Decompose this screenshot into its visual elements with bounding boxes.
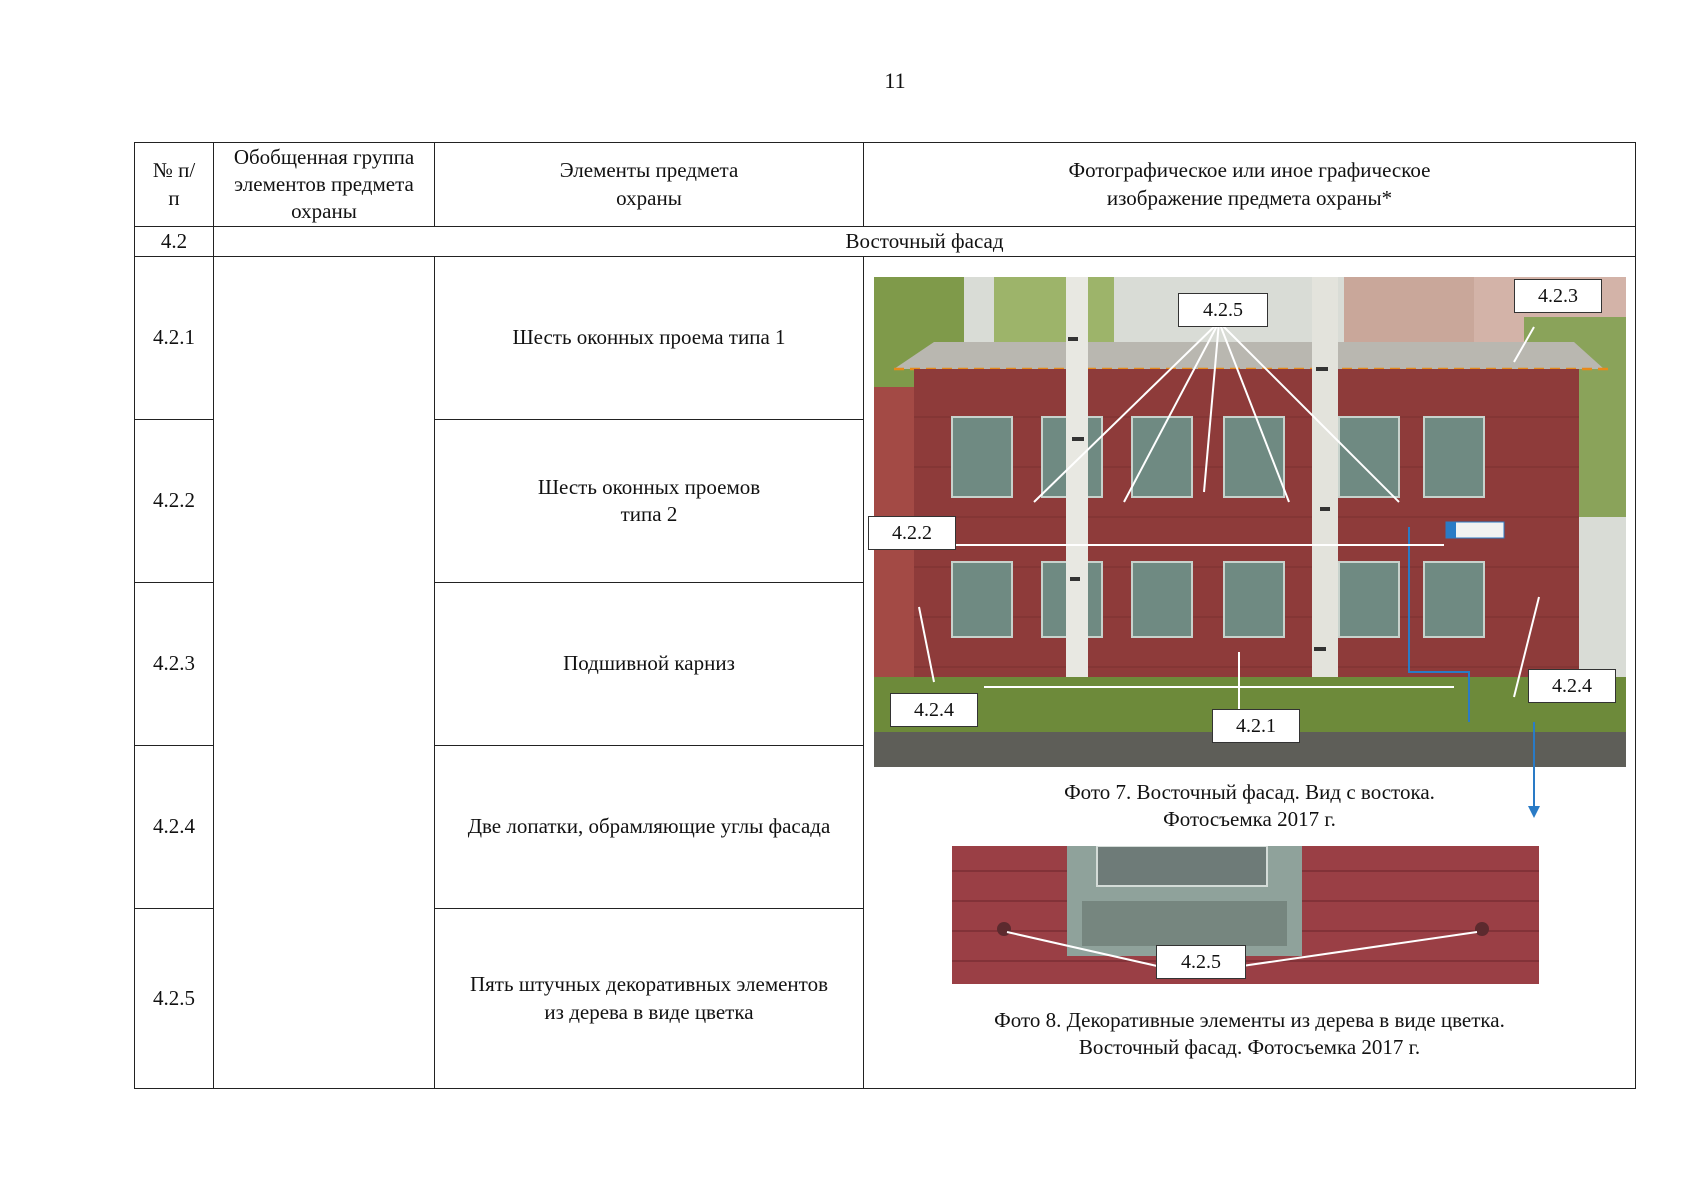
photo-7-east-facade	[874, 277, 1626, 767]
label-4-2-3: 4.2.3	[1514, 279, 1602, 313]
header-elements: Элементы предмета охраны	[435, 143, 864, 227]
row-num: 4.2.2	[135, 420, 214, 583]
photo-7-caption	[864, 779, 1635, 834]
header-num: № п/п	[135, 143, 214, 227]
row-element: Пять штучных декоративных элементов из дерева в виде цветка	[435, 909, 864, 1089]
table-header-row	[135, 143, 1636, 227]
page-number: 11	[884, 68, 906, 93]
row-num: 4.2.4	[135, 746, 214, 909]
photo-cell	[864, 257, 1636, 1089]
photo-8-caption-line2: Восточный фасад. Фотосъемка 2017 г.	[1078, 1035, 1421, 1060]
protection-table	[134, 142, 1636, 1089]
label-4-2-4-left: 4.2.4	[890, 693, 978, 727]
row-element: Две лопатки, обрамляющие углы фасада	[435, 746, 864, 909]
label-4-2-5-top: 4.2.5	[1178, 293, 1268, 327]
label-4-2-4-right: 4.2.4	[1528, 669, 1616, 703]
section-num: 4.2	[135, 227, 214, 257]
photo-area	[864, 257, 1635, 1088]
row-num: 4.2.5	[135, 909, 214, 1089]
section-row	[135, 227, 1636, 257]
photo-8-caption	[864, 1007, 1635, 1062]
row-element: Шесть оконных проема типа 1	[435, 257, 864, 420]
photo-7-caption-line2: Фотосъемка 2017 г.	[1163, 807, 1336, 832]
label-4-2-2: 4.2.2	[868, 516, 956, 550]
label-4-2-5-photo8: 4.2.5	[1156, 945, 1246, 979]
photo-8-caption-line1: Фото 8. Декоративные элементы из дерева в виде цветка.	[994, 1008, 1505, 1032]
row-num: 4.2.3	[135, 583, 214, 746]
header-group: Обобщенная группа элементов предмета охраны	[214, 143, 435, 227]
label-4-2-1: 4.2.1	[1212, 709, 1300, 743]
group-cell	[214, 257, 435, 1089]
header-image: Фотографическое или иное графическое изображение предмета охраны*	[864, 143, 1636, 227]
photo-7-caption-line1: Фото 7. Восточный фасад. Вид с востока.	[1064, 780, 1435, 804]
row-element: Подшивной карниз	[435, 583, 864, 746]
row-element: Шесть оконных проемов типа 2	[435, 420, 864, 583]
row-num: 4.2.1	[135, 257, 214, 420]
section-title: Восточный фасад	[214, 227, 1636, 257]
table-row	[135, 257, 1636, 420]
